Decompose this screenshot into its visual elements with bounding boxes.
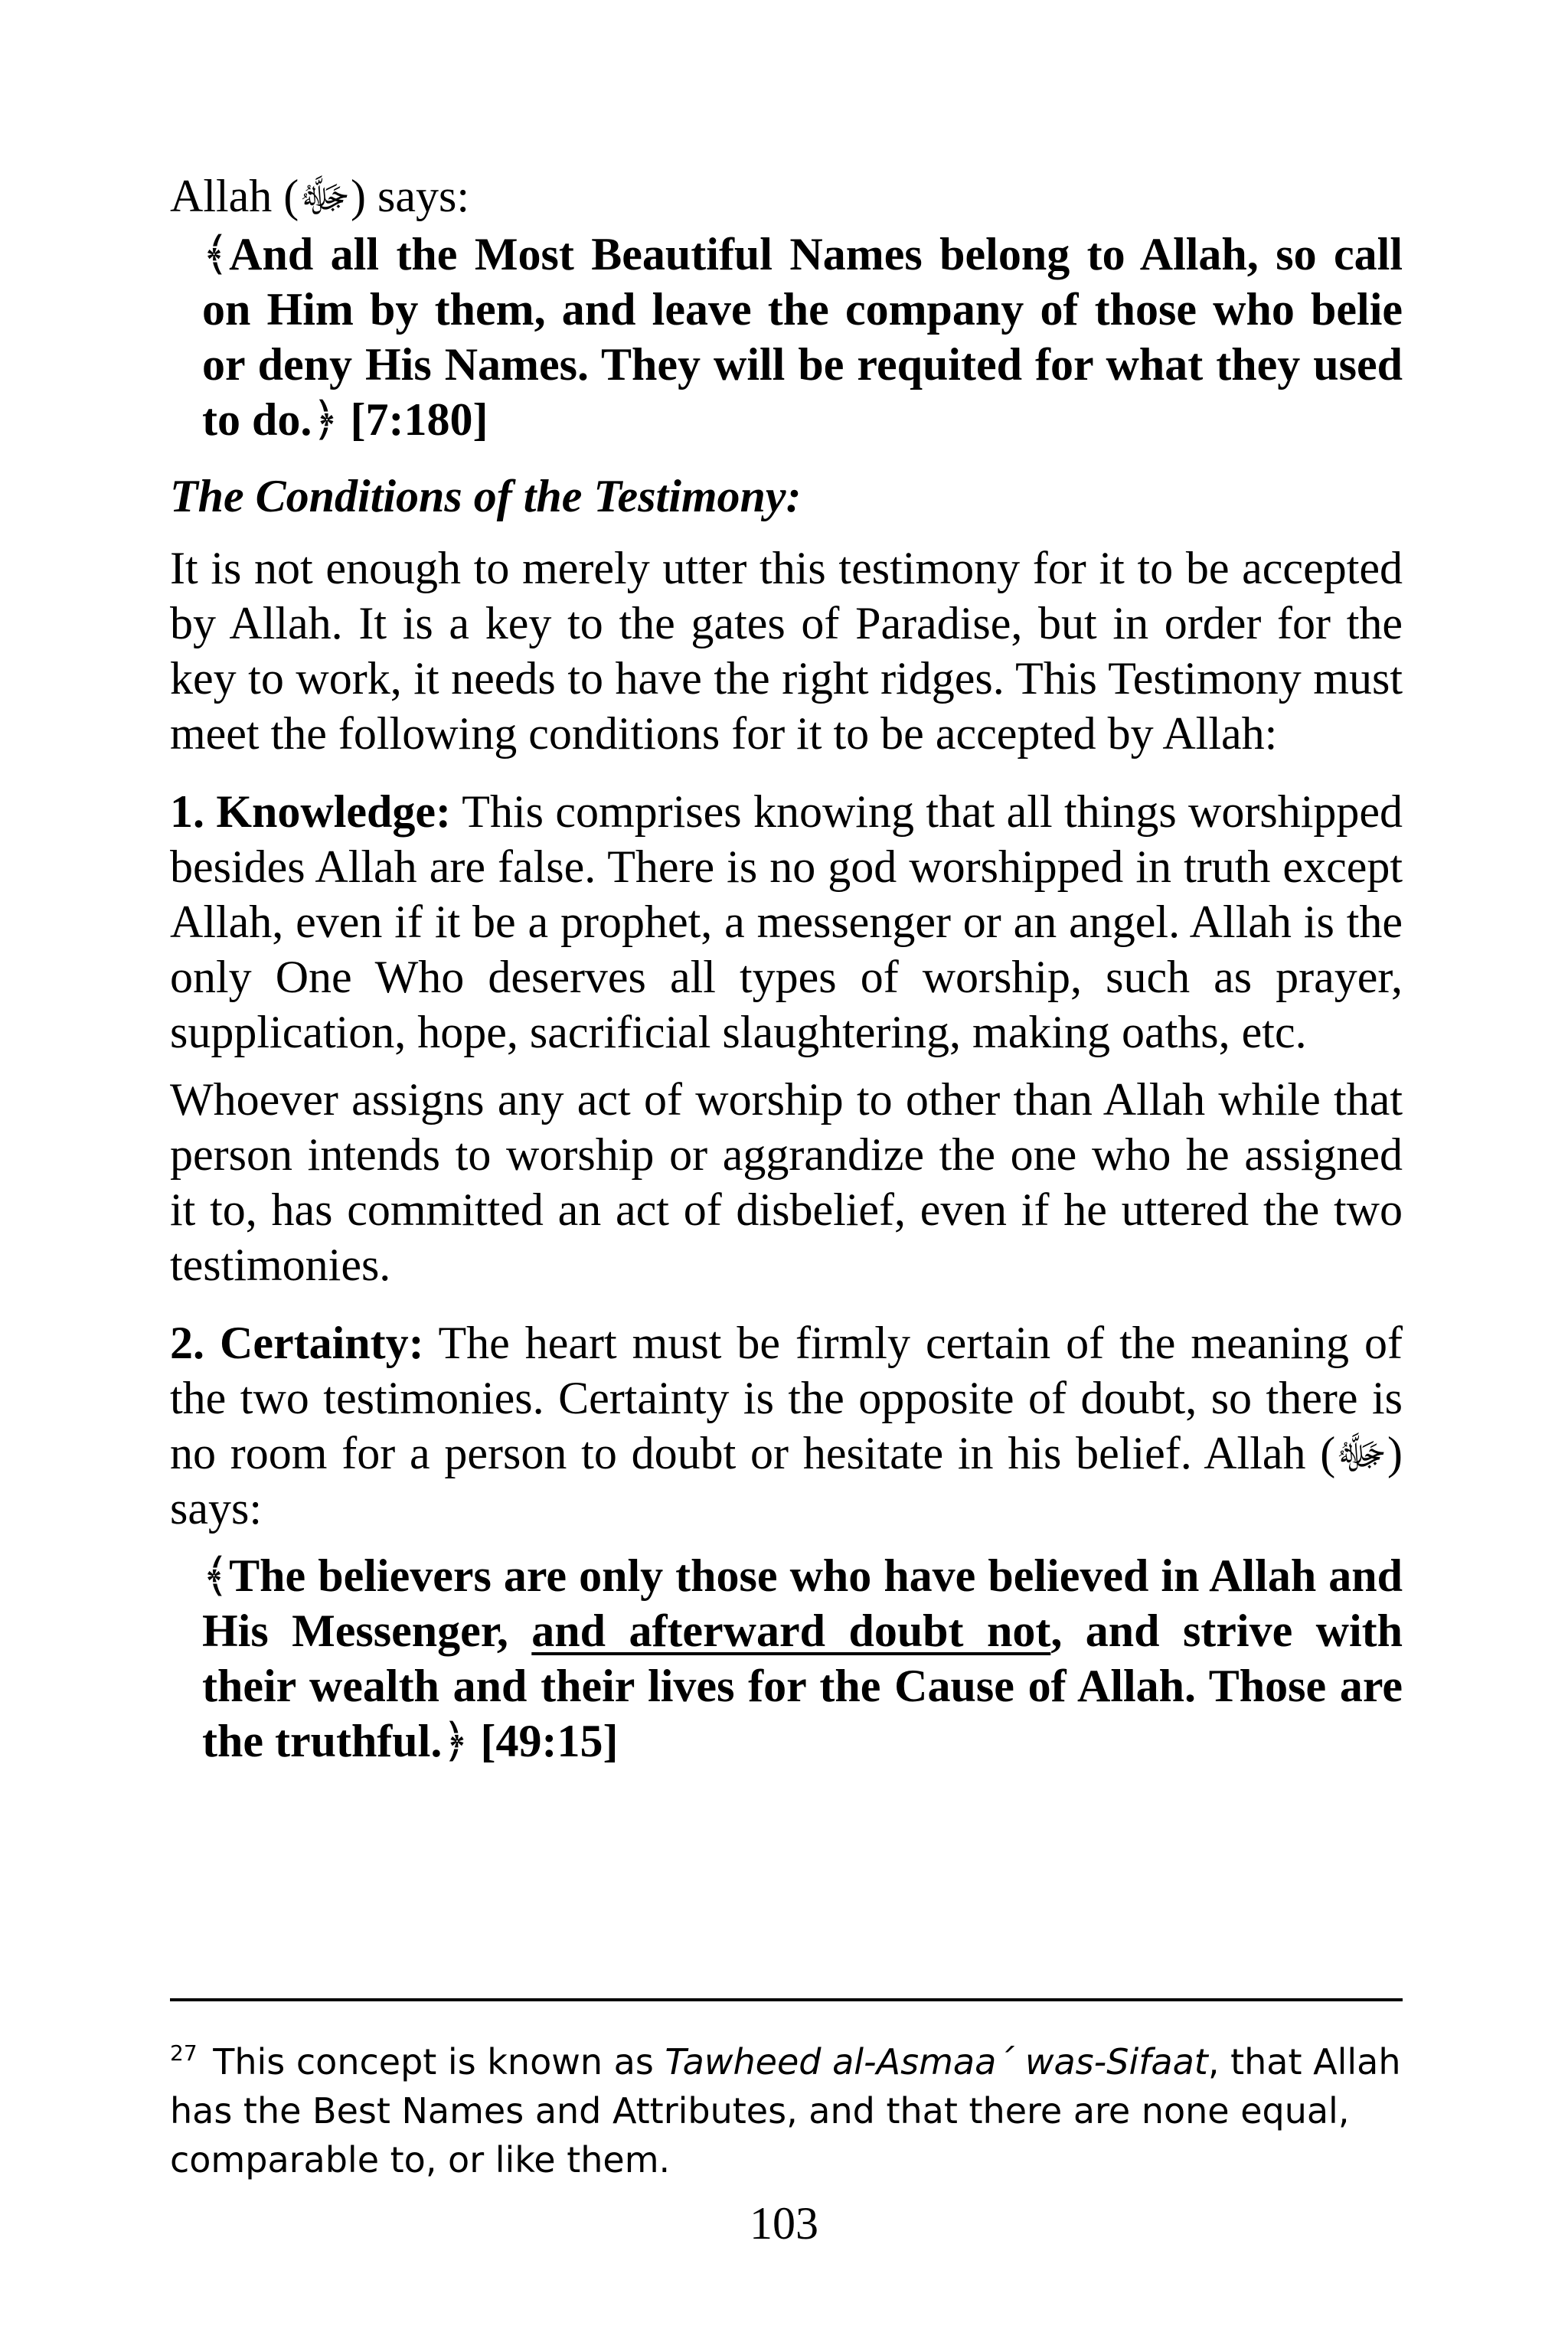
quote-text-after: , and strive with their wealth and their lives for the Cause of Allah. Those are the truthful. — [202, 1606, 1403, 1766]
certainty-label: 2. Certainty: — [170, 1318, 424, 1368]
section-heading: The Conditions of the Testimony: — [170, 471, 802, 521]
quote-open-bracket: ﴾ — [202, 1550, 230, 1601]
quote-open-bracket: ﴾ — [202, 229, 230, 279]
paragraph-knowledge — [170, 784, 1403, 1060]
quote-close-bracket: ﴿ — [312, 394, 339, 445]
paragraph-certainty — [170, 1315, 1403, 1536]
quote-text-before: The believers are only those who have believed in Allah and His Messenger, — [202, 1550, 1403, 1656]
quran-quote-49-15 — [202, 1548, 1403, 1769]
knowledge-text: This comprises knowing that all things worshipped besides Allah are false. There is no god worshipped in truth except Allah, even if it be a prophet, a messenger or an angel. Allah is the only One Who deserves all types of worship, such as prayer, supplication, hope, sacrificial slaughtering, making oaths, etc. — [170, 786, 1403, 1057]
footnote-text-after: , that Allah has the Best Names and Attributes, and that there are none equal, comparable to, or like them. — [170, 2041, 1401, 2180]
quote-reference: [49:15] — [469, 1716, 619, 1766]
paragraph-conditions-intro: It is not enough to merely utter this testimony for it to be accepted by Allah. It is a key to the gates of Paradise, but in order for the key to work, it needs to have the right ridges. This Testimony must meet the following conditions for it to be accepted by Allah: — [170, 543, 1403, 759]
quran-quote-7-180 — [202, 227, 1403, 447]
quote-reference: [7:180] — [338, 394, 488, 445]
certainty-text: The heart must be firmly certain of the meaning of the two testimonies. Certainty is the opposite of doubt, so there is no room for a person to doubt or hesitate in his belief. Allah (ﷻ) says: — [170, 1318, 1403, 1534]
quote-underlined-phrase: and afterward doubt not — [531, 1606, 1051, 1656]
footnote-divider — [170, 1998, 1403, 2001]
footnote — [170, 2029, 1403, 2184]
knowledge-label: 1. Knowledge: — [170, 786, 452, 837]
quote-close-bracket: ﴿ — [442, 1716, 469, 1766]
page-number: 103 — [750, 2198, 818, 2249]
page-body — [170, 168, 1403, 1769]
quote-text: And all the Most Beautiful Names belong to Allah, so call on Him by them, and leave the company of those who belie or deny His Names. They will be requited for what they used to do. — [202, 229, 1403, 445]
paragraph-disbelief: Whoever assigns any act of worship to other than Allah while that person intends to worship or aggrandize the one who he assigned it to, has committed an act of disbelief, even if he uttered the two testimonies. — [170, 1074, 1403, 1290]
footnote-number: 27 — [170, 2040, 198, 2066]
footnote-term: Tawheed al-Asmaa´ was-Sifaat — [665, 2041, 1208, 2082]
intro-line: Allah (ﷻ) says: — [170, 171, 469, 221]
footnote-text-before: This concept is known as — [201, 2041, 665, 2082]
